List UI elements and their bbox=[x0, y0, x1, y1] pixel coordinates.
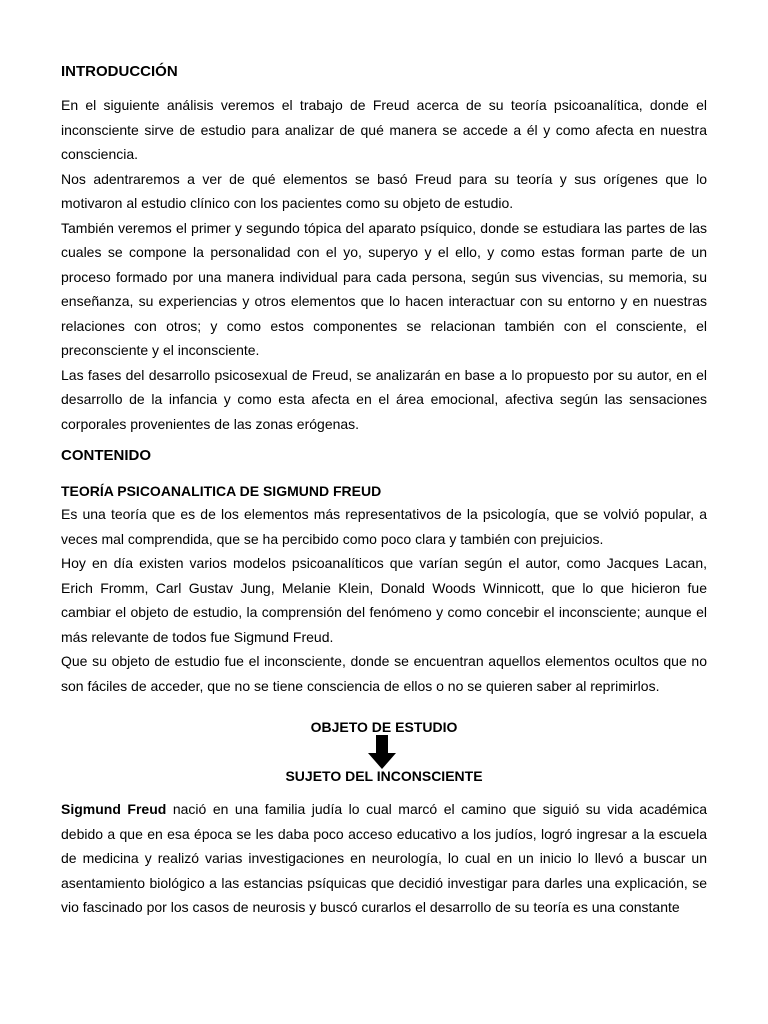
intro-body bbox=[61, 93, 707, 436]
intro-paragraph: Las fases del desarrollo psicosexual de Freud, se analizarán en base a lo propuesto por su autor, en el desarrollo de la infancia y como esta afecta en el área emocional, afectiva según las sensaciones corporales provenientes de las zonas erógenas. bbox=[61, 366, 707, 432]
teoria-section bbox=[61, 480, 707, 698]
freud-section bbox=[61, 797, 707, 920]
freud-text: nació en una familia judía lo cual marcó el camino que siguió su vida académica debido a que en esa época se les daba poco acceso educativo a los judíos, logró ingresar a la escuela de medicina y realizó varias investigaciones en neurología, lo cual en un inicio lo llevó a buscar un asentamiento biológico a las estancias psíquicas que decidió investigar para darles una explicación, se vio fascinado por los casos de neurosis y buscó curarlos el desarrollo de su teoría es una constante bbox=[61, 801, 707, 915]
intro-paragraph: En el siguiente análisis veremos el trabajo de Freud acerca de su teoría psicoanalítica, donde el inconsciente sirve de estudio para analizar de qué manera se accede a él y como afecta en nuestra consciencia. bbox=[61, 97, 707, 162]
objeto-sujeto-diagram bbox=[61, 718, 707, 788]
diagram-bottom-label: SUJETO DEL INCONSCIENTE bbox=[285, 768, 483, 784]
teoria-paragraph: Que su objeto de estudio fue el inconsciente, donde se encuentran aquellos elementos ocultos que no son fáciles de acceder, que no se tiene consciencia de ellos o no se quieren saber al reprimirlos. bbox=[61, 653, 707, 694]
freud-name: Sigmund Freud bbox=[61, 801, 167, 817]
teoria-paragraph: Es una teoría que es de los elementos más representativos de la psicología, que se volvió popular, a veces mal comprendida, que se ha percibido como poco clara y también con prejuicios. bbox=[61, 506, 707, 547]
teoria-paragraph: Hoy en día existen varios modelos psicoanalíticos que varían según el autor, como Jacques Lacan, Erich Fromm, Carl Gustav Jung, Melanie Klein, Donald Woods Winnicott, que lo que hicieron fue cambiar el objeto de estudio, la comprensión del fenómeno y como concebir el inconsciente; aunque el más relevante de todos fue Sigmund Freud. bbox=[61, 555, 707, 645]
arrow-down-icon bbox=[368, 735, 396, 769]
intro-paragraph: También veremos el primer y segundo tópica del aparato psíquico, donde se estudiara las partes de las cuales se compone la personalidad con el yo, superyo y el ello, y como estas forman parte de un proceso formado por una manera individual para cada persona, según sus vivencias, su memoria, su enseñanza, su experiencias y otros elementos que lo hacen interactuar con su entorno y en nuestras relaciones con otros; y como estos componentes se relacionan también con el consciente, el preconsciente y el inconsciente. bbox=[61, 219, 707, 358]
diagram-top-label: OBJETO DE ESTUDIO bbox=[310, 719, 458, 735]
intro-paragraph: Nos adentraremos a ver de qué elementos se basó Freud para su teoría y sus orígenes que lo motivaron al estudio clínico con los pacientes como su objeto de estudio. bbox=[61, 170, 707, 211]
contenido-heading: CONTENIDO bbox=[61, 447, 151, 464]
teoria-subheading: TEORÍA PSICOANALITICA DE SIGMUND FREUD bbox=[61, 483, 382, 499]
freud-paragraph bbox=[61, 797, 707, 920]
intro-heading: INTRODUCCIÓN bbox=[61, 63, 178, 80]
